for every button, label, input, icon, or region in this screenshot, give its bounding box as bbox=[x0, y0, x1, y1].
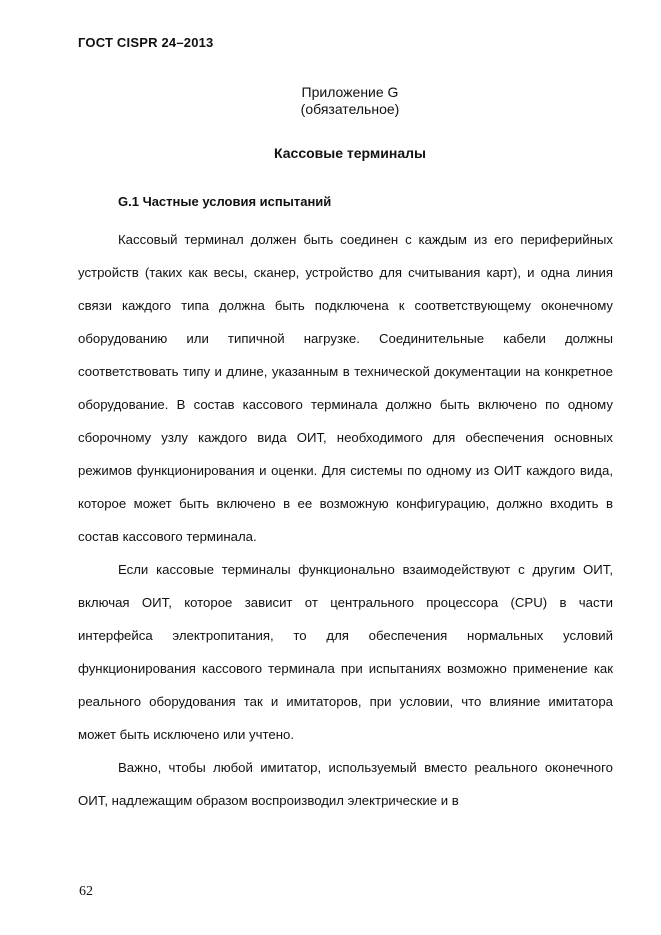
appendix-subject: Кассовые терминалы bbox=[274, 145, 426, 161]
document-header: ГОСТ CISPR 24–2013 bbox=[78, 35, 214, 50]
paragraph: Если кассовые терминалы функционально взаимодействуют с другим ОИТ, включая ОИТ, которое зависит от центрального процессора (CPU) в части интерфейса электропитания, то для обеспечения нормальных условий функционирования кассового терминала при испытаниях возможно применение как реального оборудования так и имитаторов, при условии, что влияние имитатора может быть исключено или учтено. bbox=[78, 562, 613, 742]
paragraph: Важно, чтобы любой имитатор, используемый вместо реального оконечного ОИТ, надлежащим образом воспроизводил электрические и в bbox=[78, 760, 613, 808]
appendix-status: (обязательное) bbox=[300, 101, 400, 117]
body-text bbox=[78, 223, 613, 817]
clause-title: G.1 Частные условия испытаний bbox=[118, 194, 332, 209]
paragraph: Кассовый терминал должен быть соединен с каждым из его периферийных устройств (таких как весы, сканер, устройство для считывания карт), и одна линия связи каждого типа должна быть подключена к соответствующему оконечному оборудованию или типичной нагрузке. Соединительные кабели должны соответствовать типу и длине, указанным в технической документации на конкретное оборудование. В состав кассового терминала должно быть включено по одному сборочному узлу каждого вида ОИТ, необходимого для обеспечения основных режимов функционирования и оценки. Для системы по одному из ОИТ каждого вида, которое может быть включено в ее возможную конфигурацию, должно входить в состав кассового терминала. bbox=[78, 232, 613, 544]
page-number: 62 bbox=[79, 884, 93, 899]
appendix-title: Приложение G bbox=[301, 84, 399, 100]
